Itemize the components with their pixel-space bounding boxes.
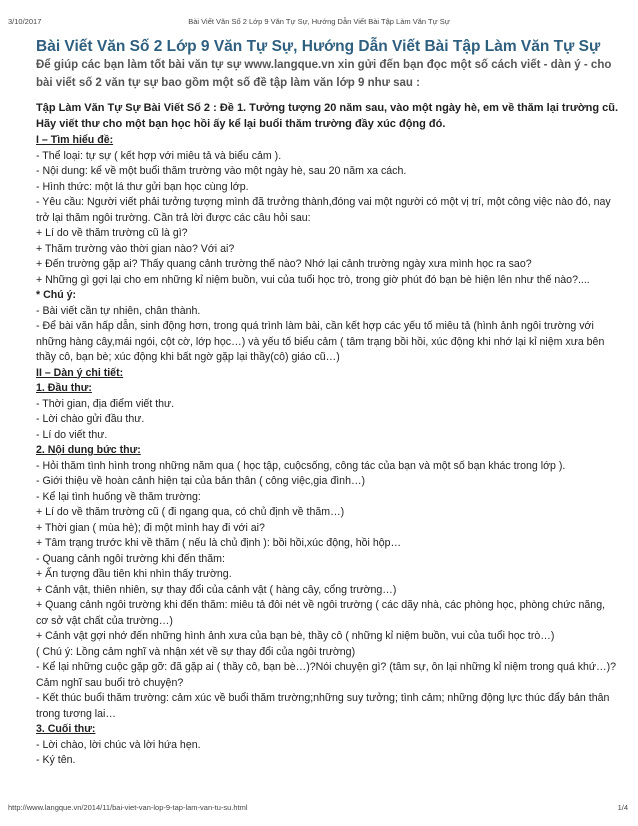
section-heading-outline: II – Dàn ý chi tiết:	[36, 366, 124, 379]
print-date: 3/10/2017	[8, 17, 42, 26]
body-line: - Kết thúc buổi thăm trường: cảm xúc về buổi thăm trường;những suy tưởng; tình cảm; những động lực thúc đẩy bản thân trong tương lai…	[36, 692, 610, 720]
body-line: + Những gì gợi lại cho em những kỉ niệm buồn, vui của tuổi học trò, trong giờ phút đó bạn bè hiện lên như thế nào?....	[36, 273, 590, 286]
article-intro: Để giúp các bạn làm tốt bài văn tự sự www.langque.vn xin gửi đến bạn đọc một số cách viết - dàn ý - cho bài viết số 2 văn tự sự bao gồm một số đề tập làm văn lớp 9 như sau :	[36, 59, 612, 89]
body-line: - Hình thức: một lá thư gửi bạn học cùng lớp.	[36, 180, 249, 193]
body-line: + Tâm trạng trước khi về thăm ( nếu là chủ định ): bồi hồi,xúc động, hồi hộp…	[36, 537, 402, 549]
body-line: - Kể lại những cuộc gặp gỡ: đã gặp ai ( thầy cô, bạn bè…)?Nói chuyện gì? (tâm sự, ôn lại những kỉ niệm trong quá khứ…)? Cảm nghĩ sau buổi trò chuyện?	[36, 661, 617, 689]
body-line: - Quang cảnh ngôi trường khi đến thăm:	[36, 552, 225, 565]
subsection-heading-body: 2. Nội dung bức thư:	[36, 444, 141, 456]
body-line: + Lí do về thăm trường cũ là gì?	[36, 227, 188, 239]
body-line: + Lí do về thăm trường cũ ( đi ngang qua, có chủ định về thăm…)	[36, 506, 345, 518]
body-line: + Đến trường gặp ai? Thấy quang cảnh trường thế nào? Nhớ lại cảnh trường ngày xưa mình học ra sao?	[36, 258, 532, 270]
article-title: Bài Viết Văn Số 2 Lớp 9 Văn Tự Sự, Hướng Dẫn Viết Bài Tập Làm Văn Tự Sự	[36, 38, 601, 55]
body-line: - Lời chào gửi đầu thư.	[36, 413, 145, 425]
body-line: - Ký tên.	[36, 754, 76, 766]
body-line: - Thời gian, địa điểm viết thư.	[36, 397, 175, 410]
body-line: + Cảnh vật, thiên nhiên, sự thay đổi của cảnh vật ( hàng cây, cổng trường…)	[36, 583, 397, 596]
body-line: - Bài viết cần tự nhiên, chân thành.	[36, 304, 201, 317]
body-line: - Yêu cầu: Người viết phải tưởng tượng mình đã trưởng thành,đóng vai một người có một vị trí, một công việc nào đó, nay trở lại thăm ngôi trường. Cần trả lời được các câu hỏi sau:	[36, 196, 611, 224]
body-line: + Ấn tượng đầu tiên khi nhìn thấy trường.	[36, 568, 232, 580]
print-footer	[0, 803, 638, 815]
body-line: - Nội dung: kể về một buổi thăm trường vào một ngày hè, sau 20 năm xa cách.	[36, 165, 407, 177]
print-page-title: Bài Viết Văn Số 2 Lớp 9 Văn Tự Sự, Hướng Dẫn Viết Bài Tập Làm Văn Tự Sự	[188, 17, 450, 26]
body-line: - Giới thiệu về hoàn cảnh hiện tại của bản thân ( công việc,gia đình…)	[36, 475, 366, 487]
body-line: - Kể lại tình huống về thăm trường:	[36, 490, 201, 503]
print-url: http://www.langque.vn/2014/11/bai-viet-van-lop-9-tap-lam-van-tu-su.html	[8, 803, 248, 812]
page-number: 1/4	[617, 803, 628, 812]
article-body	[36, 100, 620, 769]
body-line: - Lí do viết thư.	[36, 428, 108, 441]
body-line: ( Chú ý: Lồng cảm nghĩ và nhận xét về sự thay đổi của ngôi trường)	[36, 645, 356, 658]
body-line: + Quang cảnh ngôi trường khi đến thăm: miêu tả đôi nét về ngôi trường ( các dãy nhà, các phòng học, phòng chức năng, cơ sở vật chất của trường…)	[36, 599, 606, 627]
body-line: - Để bài văn hấp dẫn, sinh động hơn, trong quá trình làm bài, cần kết hợp các yếu tố miêu tả (hình ảnh ngôi trường với những hàng cây,mái ngói, cột cờ, lớp học…) và yếu tố biểu cảm ( tâm trạng bồi hồi, xúc động khi nhớ lại kỉ niệm xưa bên thầy cô, bạn bè; xúc động khi bất ngờ gặp lại thầy(cô) giáo cũ…)	[36, 320, 605, 363]
body-line: - Thể loại: tự sự ( kết hợp với miêu tả và biểu cảm ).	[36, 149, 282, 162]
body-line: + Cảnh vật gợi nhớ đến những hình ảnh xưa của bạn bè, thầy cô ( những kỉ niệm buồn, vui của tuổi học trò…)	[36, 630, 555, 642]
section-heading-find-topic: I – Tìm hiểu đề:	[36, 134, 114, 146]
subsection-heading-opening: 1. Đầu thư:	[36, 382, 92, 394]
print-header	[0, 17, 638, 29]
note-label: * Chú ý:	[36, 289, 77, 301]
essay-prompt: Tập Làm Văn Tự Sự Bài Viết Số 2 : Đề 1. Tưởng tượng 20 năm sau, vào một ngày hè, em về thăm lại trường cũ. Hãy viết thư cho một bạn học hồi ấy kể lại buổi thăm trường đầy xúc động đó.	[36, 102, 619, 130]
body-line: + Thăm trường vào thời gian nào? Với ai?	[36, 242, 235, 255]
subsection-heading-closing: 3. Cuối thư:	[36, 723, 96, 735]
body-line: - Hỏi thăm tình hình trong những năm qua ( học tập, cuộcsống, công tác của bạn và một số bạn khác trong lớp ).	[36, 459, 566, 472]
body-line: - Lời chào, lời chúc và lời hứa hẹn.	[36, 738, 201, 751]
body-line: + Thời gian ( mùa hè); đi một mình hay đi với ai?	[36, 521, 265, 534]
